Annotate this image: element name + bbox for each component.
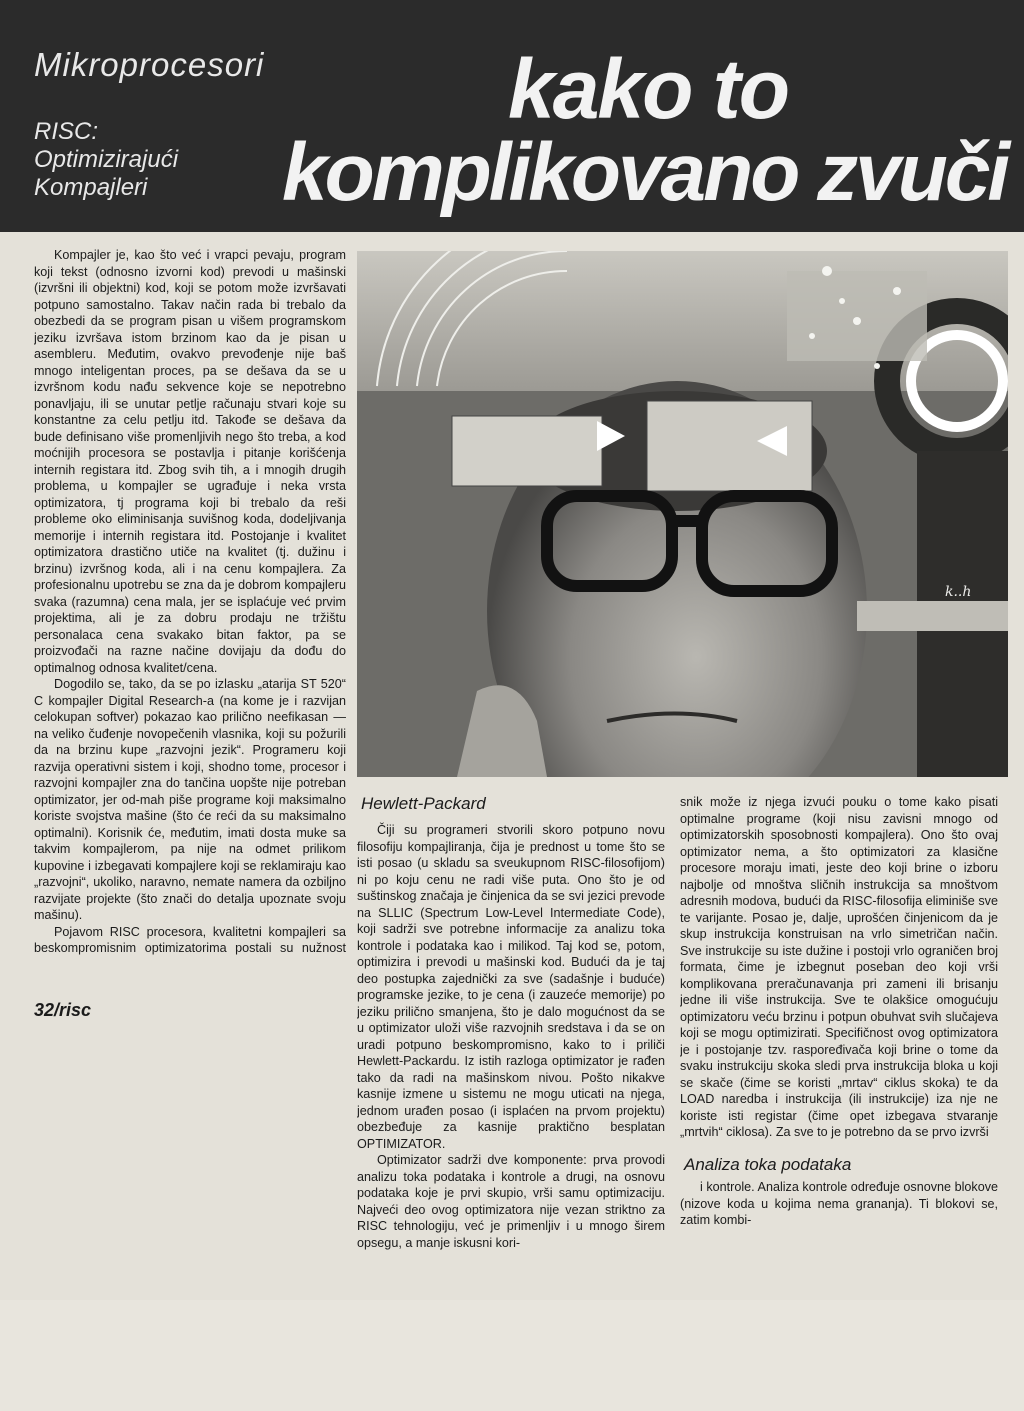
paragraph: i kontrole. Analiza kontrole određuje osnovne blokove (nizove koda u kojima nema grananja). Ti blokovi se, zatim kombi- [680, 1180, 998, 1227]
paragraph: Optimizator sadrži dve komponente: prva provodi analizu toka podataka i kontrole a drugi, na osnovu podataka koje je prvi skupio, vrši samu optimizaciju. Najveći deo ovog optimizatora nije vezan striktno za RISC tehnologiju, već je primenljiv i u mnogo širem opsegu, a manje iskusni kori- [357, 1153, 665, 1250]
portrait-photo [357, 251, 1008, 777]
paragraph: snik može iz njega izvući pouku o tome kako pisati optimalne programe (koji nisu zavisni mnogo od optimizatorskih sposobnosti kompajlera). Ono što ovaj optimizator nema, a što optimizatori za klasične procesore moraju imati, jeste deo koji brine o izboru najbolje od mnoštva sličnih instrukcija sa mnoštvom adresnih modova, budući da RISC-filosofija eliminiše sve te varijante. Posao je, dalje, uprošćen činjenicom da je skup instrukcija konstruisan na vrlo simetričan način. Sve instrukcije su iste dužine i postoji vrlo ograničen broj formata, čime je izbegnut poseban deo koji vrši komplikovana preračunavanja pri zameni ili brisanju jedne ili više instrukcija. Sve te olakšice omogućuju optimizatoru veću brzinu i potpun obuhvat svih slučajeva koji se mogu optimizirati. Specifičnost ovog optimizatora je i postojanje tzv. raspoređivača koji brine o tome da svaku instrukciju skoka sledi prva instrukcija bloka u koji se skače (čime se koristi „mrtav“ ciklus skoka) te da LOAD naredba i instrukcija (ili instrukcije) iza nje ne koriste isti registar (čime opet izbegava stvaranje „mrtvih“ ciklosa). Za sve to je potrebno da se prvo izvrši [680, 795, 998, 1139]
article-header [0, 0, 1024, 232]
paragraph: Čiji su programeri stvorili skoro potpuno novu filosofiju kompajliranja, čija je prednost u tome što se isti posao (u skladu sa sveukupnom RISC-filosofijom) ni po koju cenu ne radi više puta. Ono što je od suštinskog značaja je činjenica da se svi jezici prevode na SLLIC (Spectrum Low-Level Intermediate Code), koji sadrži sve potrebne informacije za analizu toka kontrole i podataka kao i milikod. Taj kod se, potom, optimizira i prevodi u mašinski kod. Budući da je taj deo postupka zajednički za sve (sadašnje i buduće) programske jezike, to je cena (i zauzeće memorije) po jeziku prilično smanjena, što je dalo mogućnost da se u optimizator uloži više razvojnih sredstava i da se on uradi potpuno beskompromisno, kako to i priliči Hewlett-Packardu. Iz istih razloga optimizator je rađen tako da radi na mašinskom nivou. Pošto nikakve kasnije izmene u sistemu ne mogu uticati na njega, jednom urađen posao (i isplaćen na prvom projektu) obezbeđuje za kasnije praktično besplatan OPTIMIZATOR. [357, 823, 665, 1151]
page-number: 32/risc [34, 1000, 92, 1020]
text-column-1 [34, 247, 346, 959]
blank-margin [0, 1300, 1024, 1411]
headline-line-1: kako to [508, 42, 789, 136]
paragraph: Kompajler je, kao što već i vrapci pevaju, program koji tekst (odnosno izvorni kod) prevodi u mašinski (izvršni ili objektni) kod, koji se potom može izvršavati potpuno samostalno. Takav način rada bi trebalo da obezbedi da se program pisan u višem programskom jeziku izvršava istom brzinom kao da je pisan u asembleru. Međutim, ovakvo prevođenje nije baš mnogo inteligentan proces, pa se dešava da se u izvršnom kodu nađu sekvence koje se nepotrebno ponavljaju, ili se unutar petlje računaju stvari koje su konstantne za celu petlju itd. Takođe se dešava da bude definisano više promenljivih nego što treba, a kod moćnijih procesora se postavlja i pitanje korišćenja internih registara itd. Zbog svih tih, a i mnogih drugih problema, u kompajler se ugrađuje i neka vrsta optimizatora, tj programa koji bi trebalo da reši probleme oko eliminisanja suvišnog koda, dodeljivanja memorije i internih registara itd. Postojanje i kvalitet optimizatora drastično utiče na kvalitet (tj. dužinu i brzinu) izvršnog koda, ali i na cenu kompajlera. Za profesionalnu upotrebu se zna da je dobrom kompajleru svaka (razumna) cena mala, jer se isplaćuje već prvim projektima, ali je za dobru prodaju ne tržištu personalaca cena svakako bitan faktor, pa se proizvođači na razne načine dovijaju da dođu do optimalnog odnosa kvalitet/cena. [34, 248, 346, 675]
portrait-collage-icon [357, 251, 1008, 777]
subtitle-line-2: Optimizirajući [34, 146, 179, 173]
photo-signature: k..h [945, 584, 972, 600]
subtitle-line-3: Kompajleri [34, 174, 148, 201]
text-column-2 [357, 822, 665, 1292]
series-title: Mikroprocesori [34, 46, 265, 83]
subtitle-line-1: RISC: [34, 118, 99, 145]
paragraph: Dogodilo se, tako, da se po izlasku „atarija ST 520“ C kompajler Digital Research-a (na kome je i razvijan celokupan softver) pokazao kao prilično neefikasan — na veliko čuđenje novopečenih vlasnika, koji su požurili da na brzinu kupe „razvojni jezik“. Programeru koji razvija operativni sistem i koji, shodno tome, procesor i razvojni kompajler zna do tančina uopšte nije potreban optimizator, jer od-mah piše programe koji maksimalno koriste svojstva mašine (što će reći da su maksimalno optimalni). Korisnik će, međutim, imati dosta muke sa takvim kompajlerom, pa nije na odmet prilikom kupovine i izbegavati kompajlere koji se reklamiraju kao „razvojni“, ukoliko, naravno, nemate namera da ozbiljno razvijate projekte (što znači do detalja upoznate svoju mašinu). [34, 677, 346, 922]
text-column-3 [680, 794, 998, 1290]
section-heading-hp: Hewlett-Packard [361, 794, 486, 813]
section-heading-analysis: Analiza toka podataka [684, 1154, 852, 1174]
paragraph: Pojavom RISC procesora, kvalitetni kompajleri sa beskompromisnim optimizatorima postali su nužnost [34, 924, 346, 955]
headline-line-2: komplikovano zvuči [282, 127, 1008, 218]
